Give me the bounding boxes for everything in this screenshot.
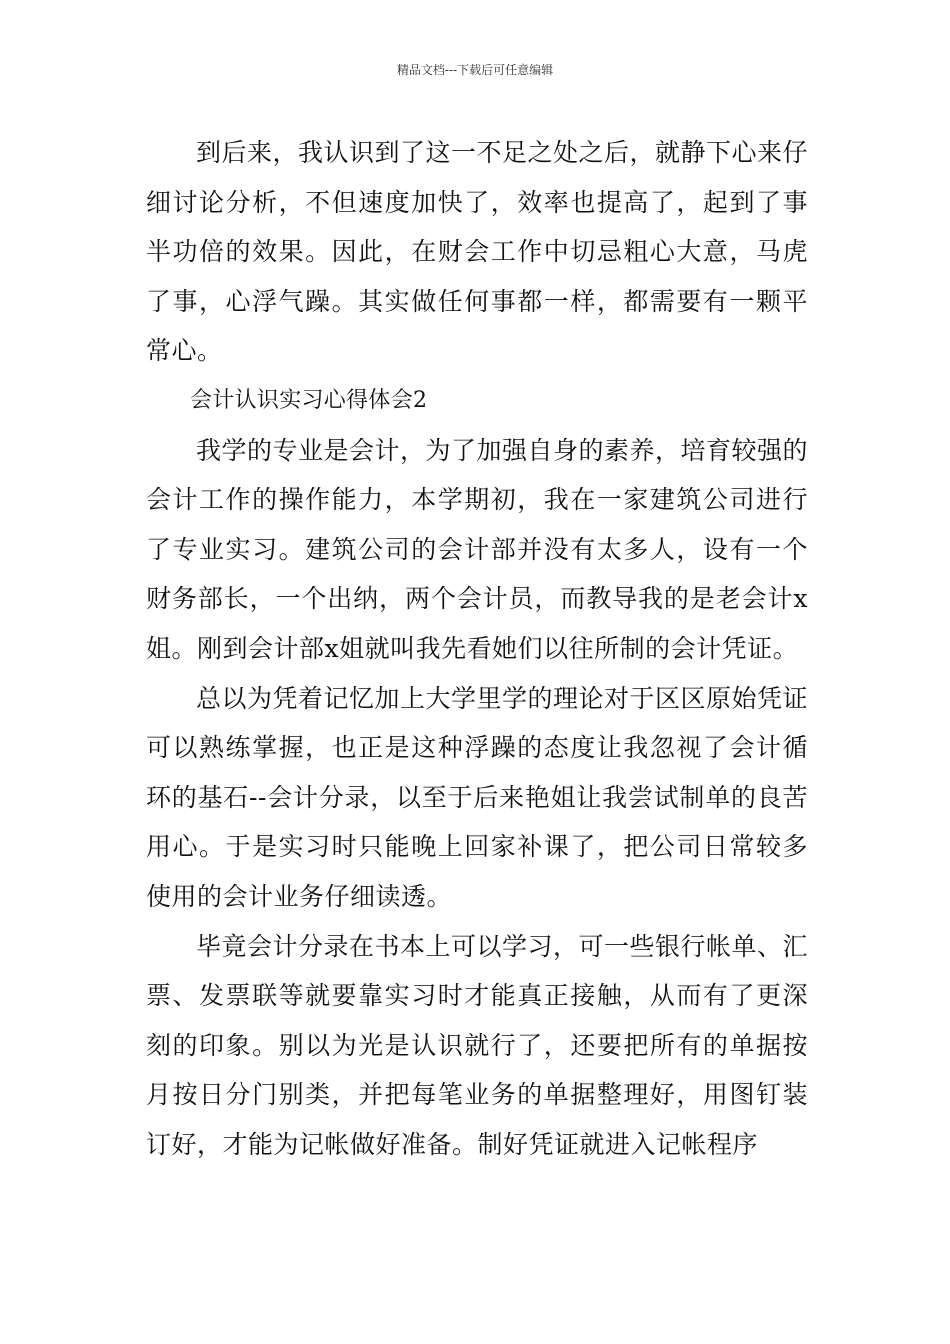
section-heading: 会计认识实习心得体会2 [190,387,428,413]
paragraph-3: 总以为凭着记忆加上大学里学的理论对于区区原始凭证可以熟练掌握，也正是这种浮躁的态度让我忽视了会计循环的基石--会计分录，以至于后来艳姐让我尝试制单的良苦用心。于是实习时只能晚上回家补课了，把公司日常较多使用的会计业务仔细读透。 [146,683,809,911]
page-header: 精品文档---下载后可任意编辑 [396,63,554,77]
document-body [146,128,808,1169]
paragraph-2: 我学的专业是会计，为了加强自身的素养，培育较强的会计工作的操作能力，本学期初，我在一家建筑公司进行了专业实习。建筑公司的会计部并没有太多人，设有一个财务部长，一个出纳，两个会计员，而教导我的是老会计x姐。刚到会计部x姐就叫我先看她们以往所制的会计凭证。 [146,435,809,663]
paragraph-1: 到后来，我认识到了这一不足之处之后，就静下心来仔细讨论分析，不但速度加快了，效率也提高了，起到了事半功倍的效果。因此，在财会工作中切忌粗心大意，马虎了事，心浮气躁。其实做任何事都一样，都需要有一颗平常心。 [146,138,809,366]
paragraph-4: 毕竟会计分录在书本上可以学习，可一些银行帐单、汇票、发票联等就要靠实习时才能真正接触，从而有了更深刻的印象。别以为光是认识就行了，还要把所有的单据按月按日分门别类，并把每笔业务的单据整理好，用图钉装订好，才能为记帐做好准备。制好凭证就进入记帐程序 [146,931,809,1159]
